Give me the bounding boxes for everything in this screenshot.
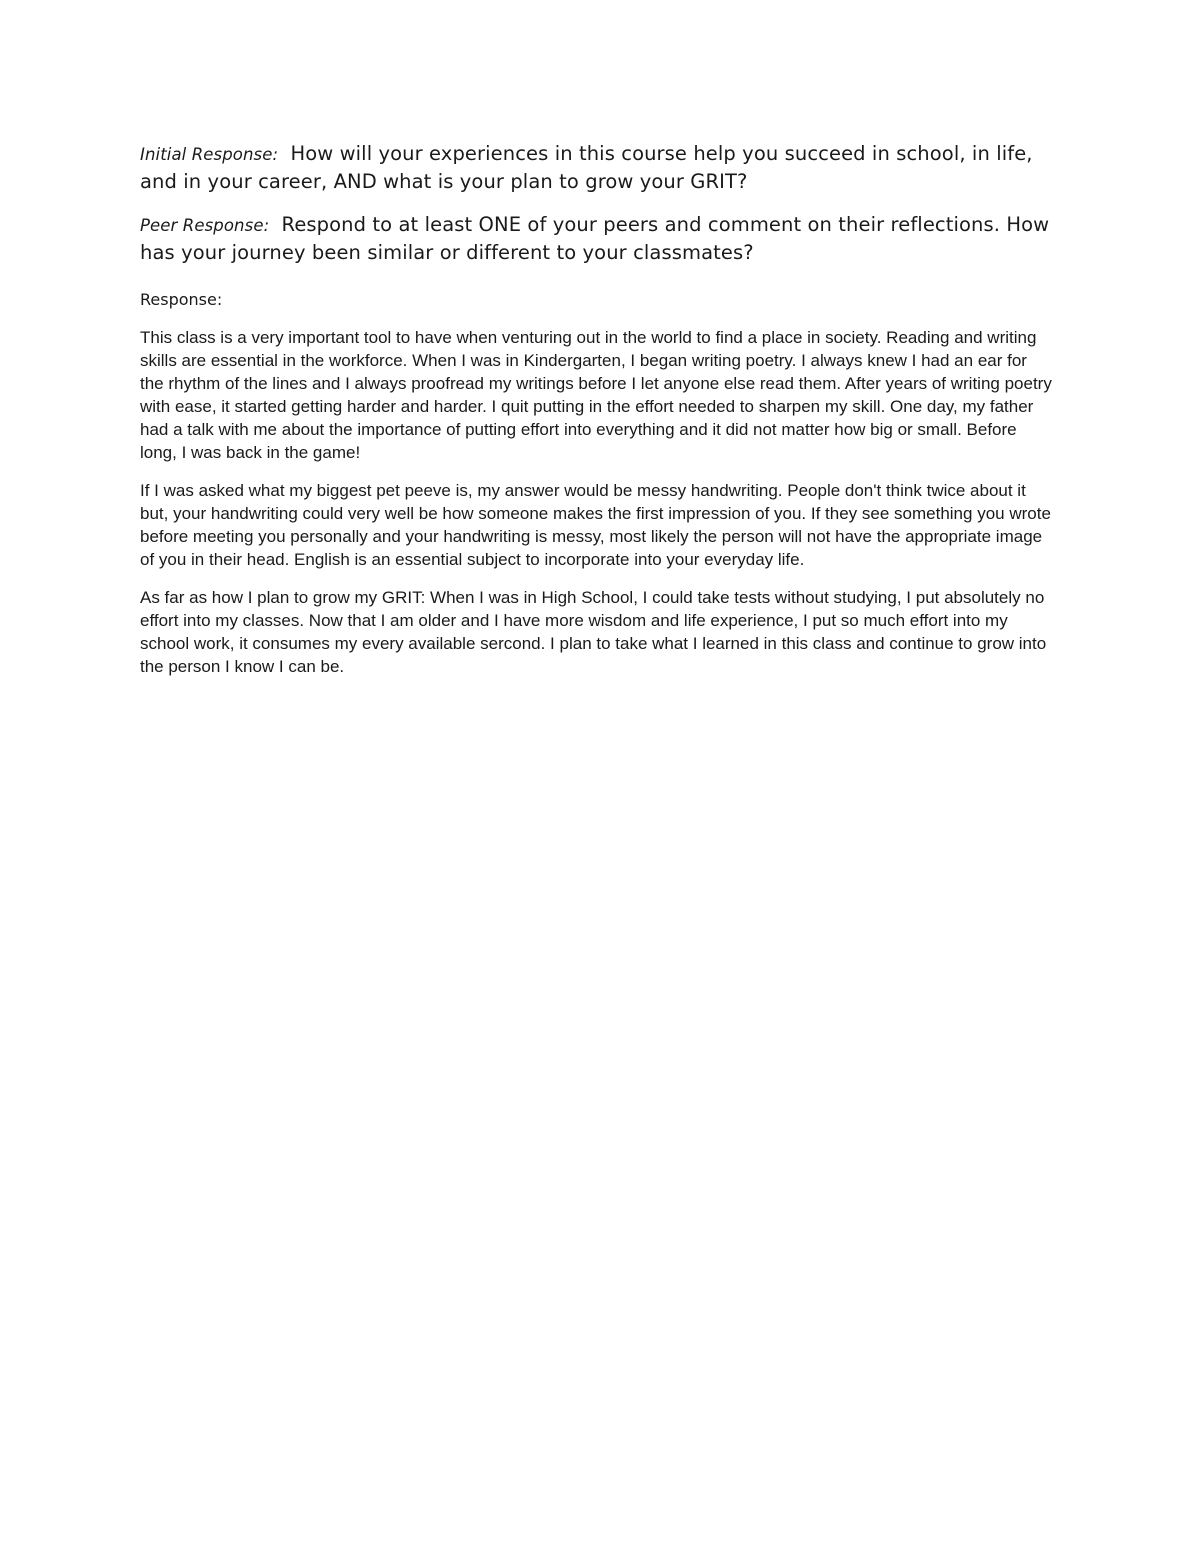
peer-response-prompt — [140, 211, 1055, 266]
response-paragraph: If I was asked what my biggest pet peeve is, my answer would be messy handwriting. People don't think twice about it but, your handwriting could very well be how someone makes the first impression of you. If they see something you wrote before meeting you personally and your handwriting is messy, most likely the person will not have the appropriate image of you in their head. English is an essential subject to incorporate into your everyday life. — [140, 481, 1051, 569]
initial-response-prompt — [140, 140, 1055, 195]
response-paragraph: This class is a very important tool to have when venturing out in the world to find a place in society. Reading and writing skills are essential in the workforce. When I was in Kindergarten, I began writing poetry. I always knew I had an ear for the rhythm of the lines and I always proofread my writings before I let anyone else read them. After years of writing poetry with ease, it started getting harder and harder. I quit putting in the effort needed to sharpen my skill. One day, my father had a talk with me about the importance of putting effort into everything and it did not matter how big or small. Before long, I was back in the game! — [140, 328, 1052, 462]
response-heading: Response: — [140, 290, 223, 309]
response-paragraph: As far as how I plan to grow my GRIT: When I was in High School, I could take tests without studying, I put absolutely no effort into my classes. Now that I am older and I have more wisdom and life experience, I put so much effort into my school work, it consumes my every available sercond. I plan to take what I learned in this class and continue to grow into the person I know I can be. — [140, 588, 1047, 676]
initial-response-label: Initial Response: — [140, 145, 279, 164]
peer-response-question: Respond to at least ONE of your peers and comment on their reflections. How has your journey been similar or different to your classmates? — [140, 213, 1050, 264]
initial-response-question: How will your experiences in this course help you succeed in school, in life, and in your career, AND what is your plan to grow your GRIT? — [140, 142, 1033, 193]
peer-response-label: Peer Response: — [140, 216, 270, 235]
document-body — [140, 140, 1055, 693]
